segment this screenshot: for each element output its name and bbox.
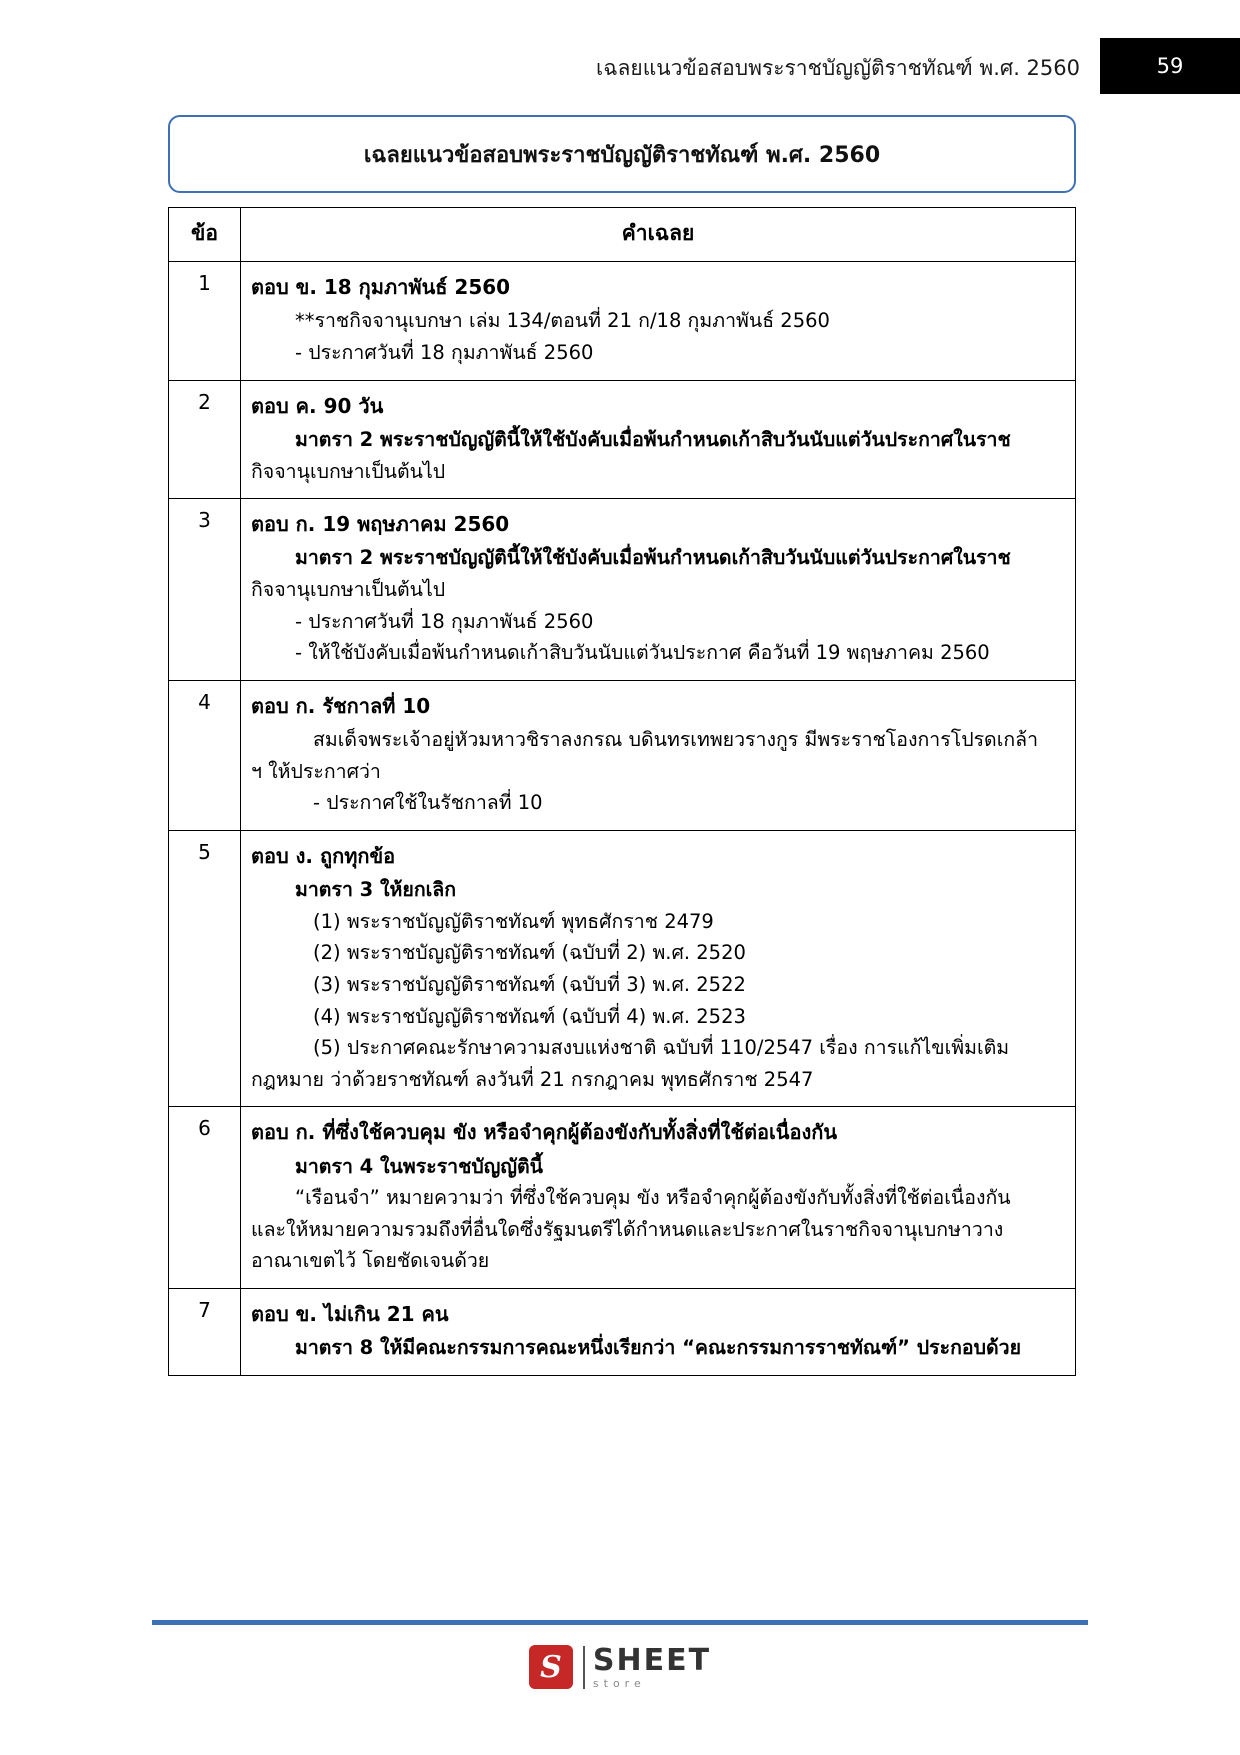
- footer-logo-main: SHEET: [592, 1642, 712, 1678]
- row-number: 1: [169, 262, 241, 381]
- answer-line: ฯ ให้ประกาศว่า: [251, 759, 381, 783]
- answer-line: **ราชกิจจานุเบกษา เล่ม 134/ตอนที่ 21 ก/18 กุมภาพันธ์ 2560: [295, 309, 830, 333]
- answer-line: กิจจานุเบกษาเป็นต้นไป: [251, 459, 446, 483]
- row-answer: [241, 1289, 1076, 1376]
- answer-line: (3) พระราชบัญญัติราชทัณฑ์ (ฉบับที่ 3) พ.ศ. 2522: [313, 973, 746, 997]
- answer-line: และให้หมายความรวมถึงที่อื่นใดซึ่งรัฐมนตรีได้กำหนดและประกาศในราชกิจจานุเบกษาวาง: [251, 1217, 1004, 1241]
- answer-line: สมเด็จพระเจ้าอยู่หัวมหาวชิราลงกรณ บดินทรเทพยวรางกูร มีพระราชโองการโปรดเกล้า: [313, 728, 1039, 752]
- column-header-answer: คำเฉลย: [241, 208, 1076, 262]
- answer-line: มาตรา 2 พระราชบัญญัตินี้ให้ใช้บังคับเมื่อพ้นกำหนดเก้าสิบวันนับแต่วันประกาศในราช: [295, 546, 1011, 570]
- document-title-box: [168, 115, 1076, 193]
- answer-line: มาตรา 3 ให้ยกเลิก: [295, 878, 457, 902]
- row-number: 2: [169, 380, 241, 499]
- answer-line: - ประกาศใช้ในรัชกาลที่ 10: [313, 791, 543, 815]
- row-number: 6: [169, 1107, 241, 1289]
- table-header-row: [169, 208, 1076, 262]
- answer-line: (1) พระราชบัญญัติราชทัณฑ์ พุทธศักราช 2479: [313, 909, 714, 933]
- table-row: [169, 830, 1076, 1106]
- answer-line: กฎหมาย ว่าด้วยราชทัณฑ์ ลงวันที่ 21 กรกฎาคม พุทธศักราช 2547: [251, 1067, 814, 1091]
- answer-line: อาณาเขตไว้ โดยชัดเจนด้วย: [251, 1249, 490, 1273]
- row-answer: [241, 262, 1076, 381]
- document-content: [168, 115, 1076, 1376]
- row-answer: [241, 680, 1076, 830]
- page-header: [0, 0, 1240, 96]
- answer-line: มาตรา 4 ในพระราชบัญญัตินี้: [295, 1154, 543, 1178]
- answer-line: (4) พระราชบัญญัติราชทัณฑ์ (ฉบับที่ 4) พ.ศ. 2523: [313, 1004, 746, 1028]
- answer-line: (2) พระราชบัญญัติราชทัณฑ์ (ฉบับที่ 2) พ.ศ. 2520: [313, 941, 746, 965]
- answer-heading: ตอบ ก. ที่ซึ่งใช้ควบคุม ขัง หรือจำคุกผู้ต้องขังกับทั้งสิ่งที่ใช้ต่อเนื่องกัน: [251, 1120, 838, 1145]
- row-number: 3: [169, 499, 241, 681]
- row-number: 5: [169, 830, 241, 1106]
- table-row: [169, 262, 1076, 381]
- column-header-number: ข้อ: [169, 208, 241, 262]
- row-answer: [241, 1107, 1076, 1289]
- footer-divider: [152, 1620, 1088, 1625]
- answer-line: (5) ประกาศคณะรักษาความสงบแห่งชาติ ฉบับที่ 110/2547 เรื่อง การแก้ไขเพิ่มเติม: [313, 1036, 1010, 1060]
- footer-logo-sub: store: [592, 1676, 646, 1690]
- answer-heading: ตอบ ก. 19 พฤษภาคม 2560: [251, 512, 510, 537]
- answer-heading: ตอบ ก. รัชกาลที่ 10: [251, 693, 431, 718]
- answer-heading: ตอบ ค. 90 วัน: [251, 393, 384, 418]
- sheet-logo-icon: S: [529, 1645, 573, 1689]
- answer-heading: ตอบ ข. 18 กุมภาพันธ์ 2560: [251, 275, 511, 299]
- table-row: [169, 1107, 1076, 1289]
- table-row: [169, 380, 1076, 499]
- answer-heading: ตอบ ง. ถูกทุกข้อ: [251, 843, 396, 868]
- row-answer: [241, 499, 1076, 681]
- answer-line: กิจจานุเบกษาเป็นต้นไป: [251, 578, 446, 602]
- table-row: [169, 499, 1076, 681]
- page-title: เฉลยแนวข้อสอบพระราชบัญญัติราชทัณฑ์ พ.ศ. 2560: [363, 142, 881, 168]
- row-number: 7: [169, 1289, 241, 1376]
- answer-line: มาตรา 8 ให้มีคณะกรรมการคณะหนึ่งเรียกว่า “คณะกรรมการราชทัณฑ์” ประกอบด้วย: [295, 1336, 1022, 1360]
- answer-heading: ตอบ ข. ไม่เกิน 21 คน: [251, 1302, 449, 1327]
- running-header-title: เฉลยแนวข้อสอบพระราชบัญญัติราชทัณฑ์ พ.ศ. 2560: [596, 56, 1080, 80]
- answer-line: มาตรา 2 พระราชบัญญัตินี้ให้ใช้บังคับเมื่อพ้นกำหนดเก้าสิบวันนับแต่วันประกาศในราช: [295, 427, 1011, 451]
- page-number-badge: 59: [1100, 38, 1240, 94]
- table-row: [169, 680, 1076, 830]
- answers-table: [168, 207, 1076, 1376]
- answer-line: - ประกาศวันที่ 18 กุมภาพันธ์ 2560: [295, 609, 594, 633]
- answer-line: “เรือนจำ” หมายความว่า ที่ซึ่งใช้ควบคุม ขัง หรือจำคุกผู้ต้องขังกับทั้งสิ่งที่ใช้ต่อเนื่องกัน: [295, 1186, 1011, 1210]
- answer-line: - ให้ใช้บังคับเมื่อพ้นกำหนดเก้าสิบวันนับแต่วันประกาศ คือวันที่ 19 พฤษภาคม 2560: [295, 641, 990, 665]
- footer-logo: [0, 1642, 1240, 1690]
- table-row: [169, 1289, 1076, 1376]
- answer-line: - ประกาศวันที่ 18 กุมภาพันธ์ 2560: [295, 340, 594, 364]
- row-answer: [241, 830, 1076, 1106]
- footer-logo-text: [583, 1642, 712, 1690]
- row-answer: [241, 380, 1076, 499]
- row-number: 4: [169, 680, 241, 830]
